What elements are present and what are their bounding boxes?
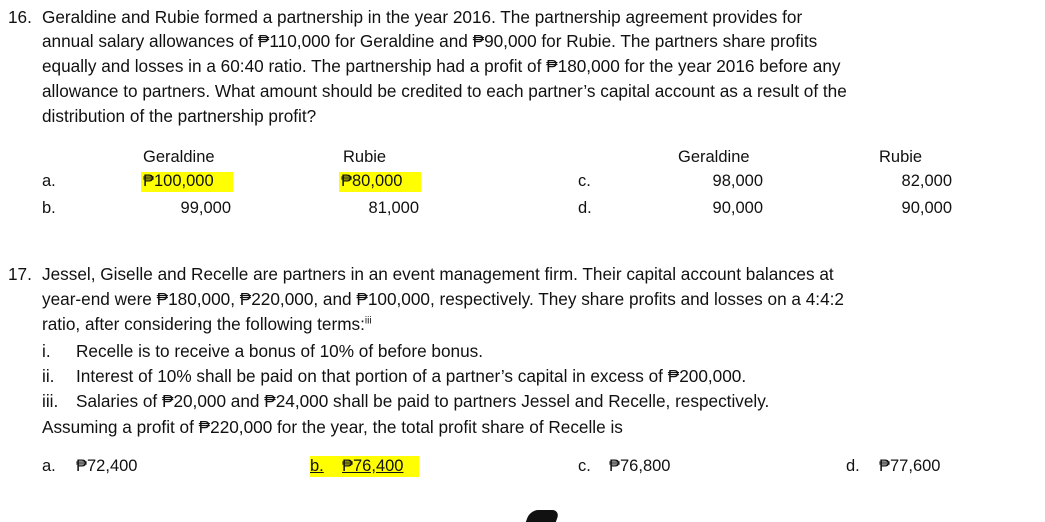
choice-17b-value: ₱76,400 [342, 457, 404, 475]
question-16-line-5: distribution of the partnership profit? [42, 106, 317, 126]
question-17-number: 17. [8, 264, 32, 284]
choice-17c-letter: c. [578, 457, 591, 475]
question-17-line-3-text: ratio, after considering the following terms: [42, 314, 365, 334]
choice-16a-rubie: ₱80,000 [339, 172, 421, 192]
choice-17b-letter: b. [310, 457, 324, 475]
term-1-text: Recelle is to receive a bonus of 10% of before bonus. [76, 341, 484, 361]
choice-16a-letter: a. [42, 172, 56, 190]
choice-17a-letter: a. [42, 457, 56, 475]
choice-16b-rubie: 81,000 [368, 199, 419, 217]
question-17-closing: Assuming a profit of ₱220,000 for the year, the total profit share of Recelle is [42, 417, 623, 437]
choice-16d-letter: d. [578, 199, 592, 217]
choice-17a-value: ₱72,400 [76, 457, 138, 475]
term-3-text: Salaries of ₱20,000 and ₱24,000 shall be paid to partners Jessel and Recelle, respectively. [76, 391, 770, 411]
question-16-line-2: annual salary allowances of ₱110,000 for Geraldine and ₱90,000 for Rubie. The partners share profits [42, 31, 818, 51]
choice-16b-geraldine: 99,000 [180, 199, 231, 217]
question-16-line-3: equally and losses in a 60:40 ratio. The partnership had a profit of ₱180,000 for the year 2016 before any [42, 56, 841, 76]
header-left-rubie: Rubie [343, 148, 387, 166]
choice-16c-letter: c. [578, 172, 591, 190]
header-right-rubie: Rubie [879, 148, 923, 166]
partial-shape-mark [526, 510, 560, 522]
term-3-marker: iii. [42, 391, 59, 411]
choice-16d-rubie: 90,000 [901, 199, 952, 217]
term-2-marker: ii. [42, 366, 55, 386]
question-16-number: 16. [8, 7, 32, 27]
choice-17c-value: ₱76,800 [609, 457, 671, 475]
footnote-mark: iii [364, 315, 372, 327]
choice-17d-value: ₱77,600 [879, 457, 941, 475]
term-2-text: Interest of 10% shall be paid on that portion of a partner’s capital in excess of ₱200,000. [76, 366, 747, 386]
question-16-line-1: Geraldine and Rubie formed a partnership in the year 2016. The partnership agreement provides for [42, 7, 803, 27]
question-16-line-4: allowance to partners. What amount should be credited to each partner’s capital account as a result of the [42, 81, 847, 101]
choice-16b-letter: b. [42, 199, 56, 217]
question-17-line-1: Jessel, Giselle and Recelle are partners in an event management firm. Their capital account balances at [42, 264, 834, 284]
question-17-line-3 [42, 313, 372, 337]
choice-16d-geraldine: 90,000 [712, 199, 763, 217]
question-17-line-2: year-end were ₱180,000, ₱220,000, and ₱100,000, respectively. They share profits and losses on a 4:4:2 [42, 289, 844, 309]
choice-17d-letter: d. [846, 457, 860, 475]
header-right-geraldine: Geraldine [678, 148, 750, 166]
choice-16c-rubie: 82,000 [901, 172, 952, 190]
choice-16c-geraldine: 98,000 [712, 172, 763, 190]
header-left-geraldine: Geraldine [143, 148, 215, 166]
choice-16a-geraldine: ₱100,000 [141, 172, 233, 192]
term-1-marker: i. [42, 341, 51, 361]
